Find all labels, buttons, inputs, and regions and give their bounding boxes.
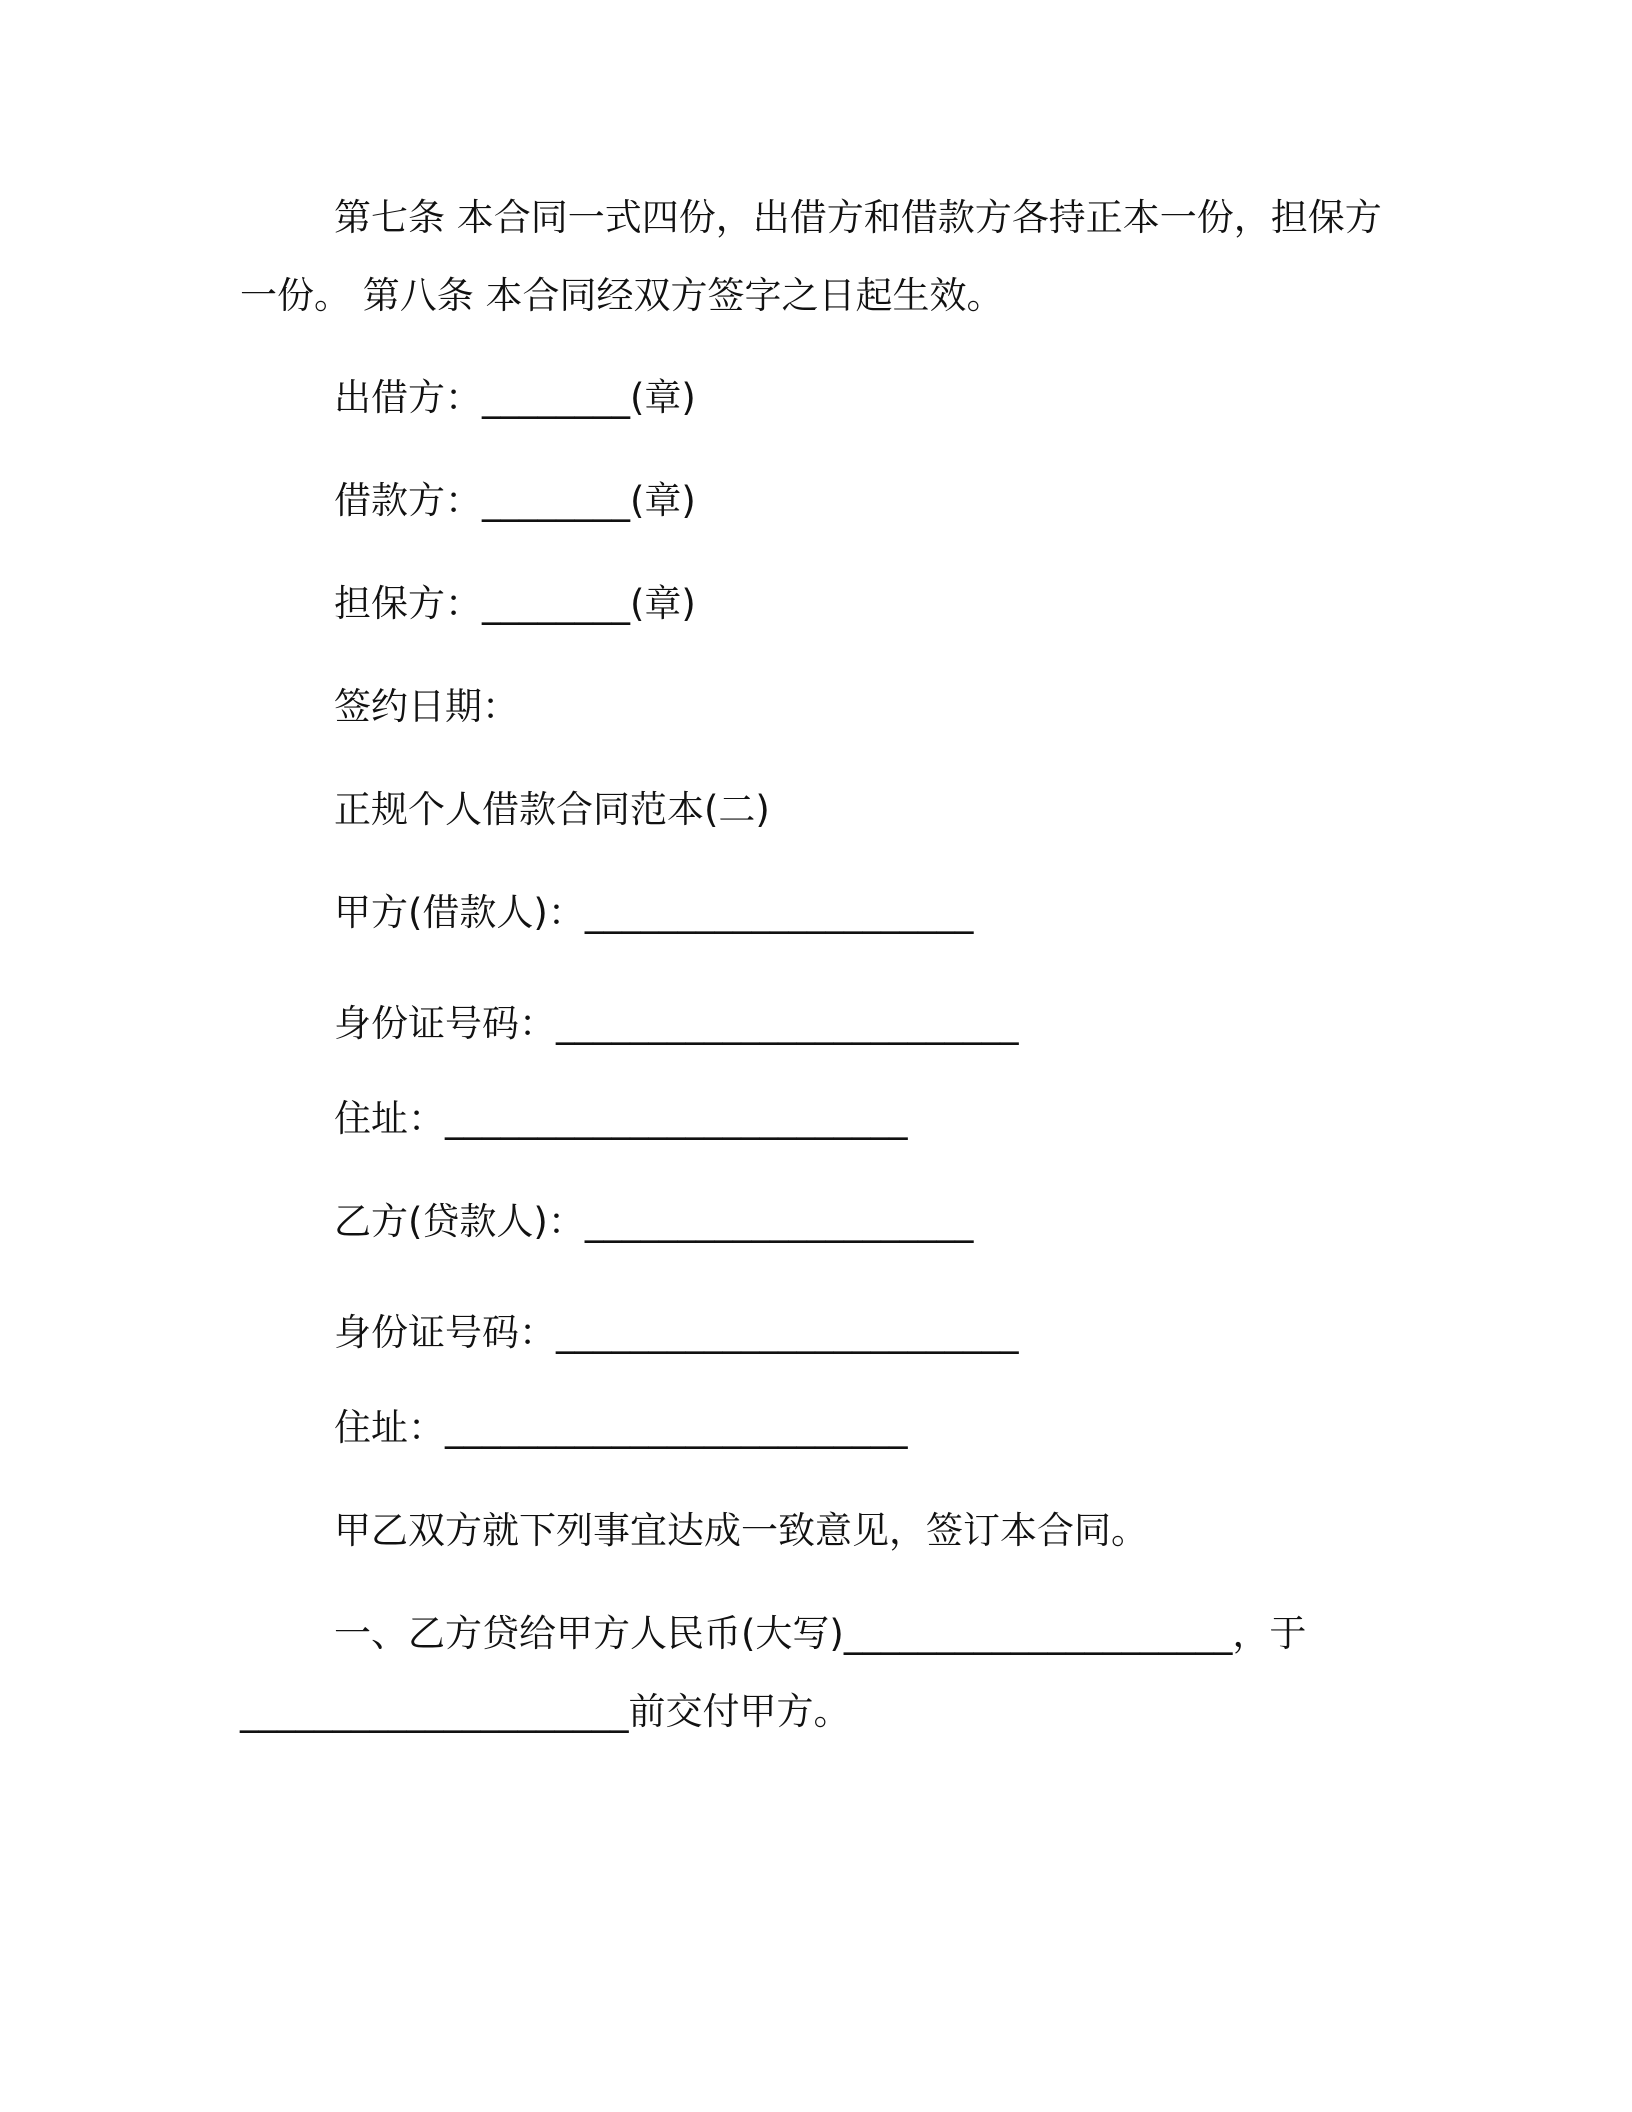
item-1-line-1: 一、乙方贷给甲方人民币(大写)_____________________，于: [334, 1612, 1307, 1655]
clause-7-line-1: 第七条 本合同一式四份，出借方和借款方各持正本一份，担保方: [334, 196, 1382, 239]
party-a-line: 甲方(借款人)：_____________________: [334, 891, 974, 934]
guarantor-signature-line: 担保方：________(章): [334, 582, 696, 625]
agreement-intro: 甲乙双方就下列事宜达成一致意见，签订本合同。: [334, 1509, 1148, 1552]
party-a-id-line: 身份证号码：_________________________: [334, 1002, 1019, 1045]
party-b-address-line: 住址：_________________________: [334, 1406, 908, 1449]
item-1-line-2: _____________________前交付甲方。: [240, 1690, 851, 1733]
clause-7-line-2: 一份。 第八条 本合同经双方签字之日起生效。: [240, 274, 1004, 317]
party-a-address-line: 住址：_________________________: [334, 1097, 908, 1140]
template-title: 正规个人借款合同范本(二): [334, 788, 770, 831]
signing-date-label: 签约日期：: [334, 685, 519, 728]
lender-signature-line: 出借方：________(章): [334, 376, 696, 419]
party-b-line: 乙方(贷款人)：_____________________: [334, 1200, 974, 1243]
party-b-id-line: 身份证号码：_________________________: [334, 1311, 1019, 1354]
borrower-signature-line: 借款方：________(章): [334, 479, 696, 522]
